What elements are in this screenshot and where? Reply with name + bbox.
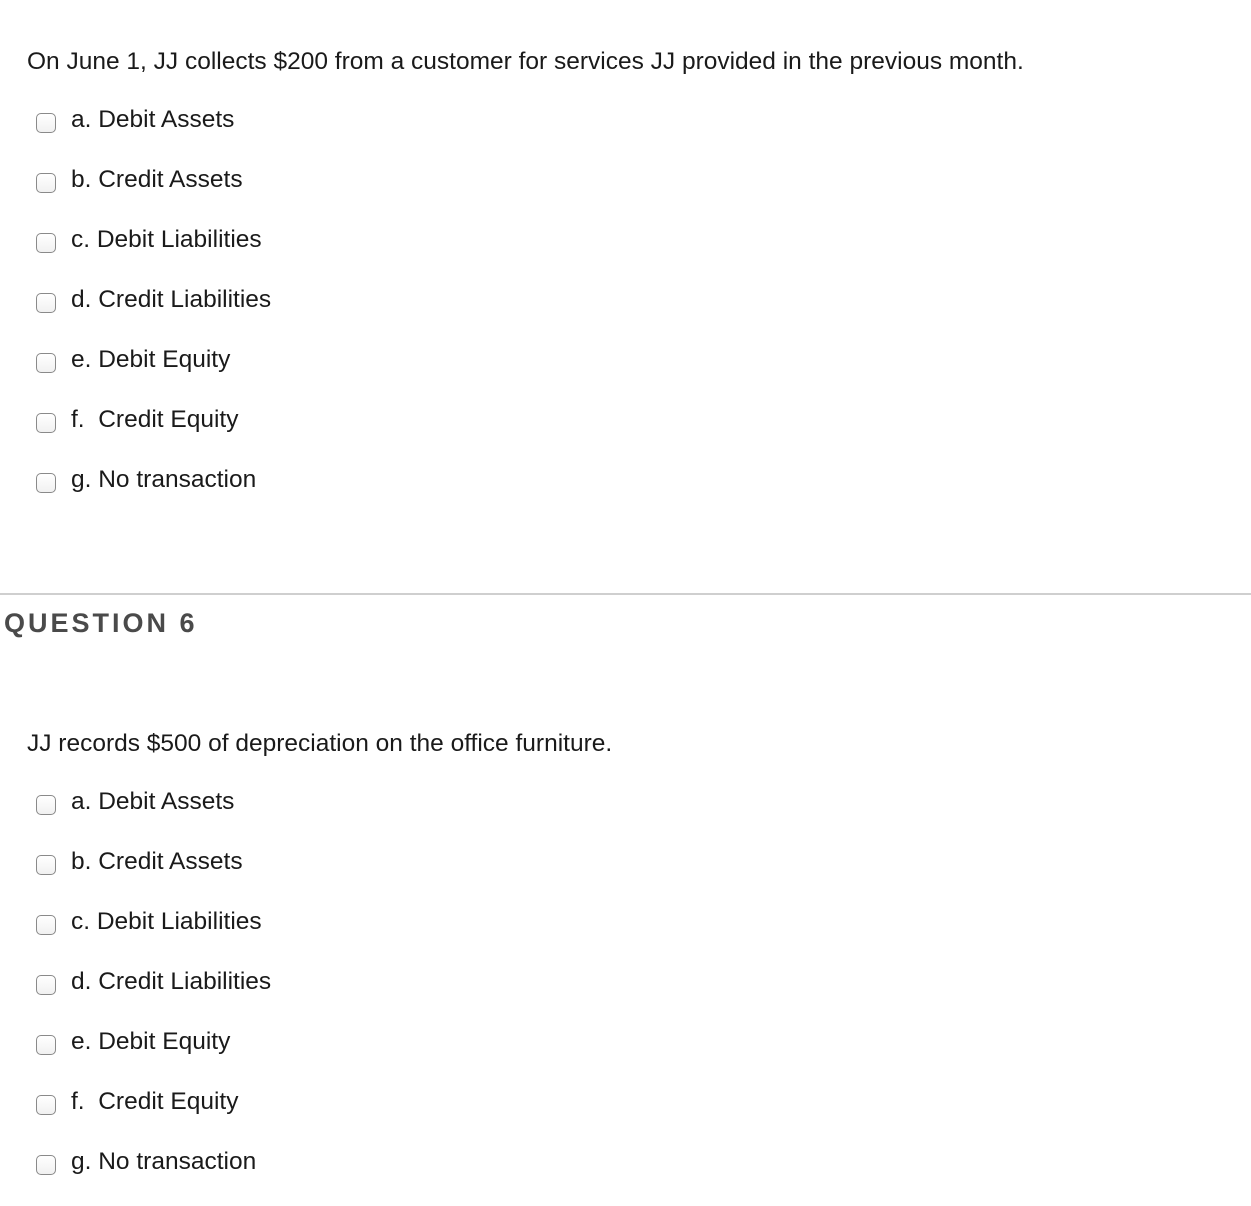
option-label: c. Debit Liabilities xyxy=(71,226,262,253)
checkbox[interactable] xyxy=(36,293,56,313)
section-divider xyxy=(0,593,1251,595)
checkbox[interactable] xyxy=(36,1155,56,1175)
checkbox[interactable] xyxy=(36,233,56,253)
question-6-option-g[interactable] xyxy=(36,1147,256,1177)
question-5-option-b[interactable] xyxy=(36,165,243,195)
question-6-option-d[interactable] xyxy=(36,967,271,997)
checkbox[interactable] xyxy=(36,915,56,935)
option-label: e. Debit Equity xyxy=(71,346,231,373)
question-6-heading: QUESTION 6 xyxy=(4,608,198,638)
option-label: a. Debit Assets xyxy=(71,106,235,133)
option-label: f. Credit Equity xyxy=(71,406,239,433)
question-6-option-c[interactable] xyxy=(36,907,262,937)
checkbox[interactable] xyxy=(36,855,56,875)
option-label: d. Credit Liabilities xyxy=(71,286,272,313)
question-6-option-b[interactable] xyxy=(36,847,243,877)
option-label: g. No transaction xyxy=(71,1148,257,1175)
checkbox[interactable] xyxy=(36,1095,56,1115)
checkbox[interactable] xyxy=(36,353,56,373)
option-label: g. No transaction xyxy=(71,466,257,493)
question-5-option-d[interactable] xyxy=(36,285,271,315)
option-label: f. Credit Equity xyxy=(71,1088,239,1115)
question-6-option-e[interactable] xyxy=(36,1027,230,1057)
option-label: e. Debit Equity xyxy=(71,1028,231,1055)
question-5-option-a[interactable] xyxy=(36,105,234,135)
checkbox[interactable] xyxy=(36,473,56,493)
option-label: d. Credit Liabilities xyxy=(71,968,272,995)
checkbox[interactable] xyxy=(36,795,56,815)
checkbox[interactable] xyxy=(36,113,56,133)
question-6-text: JJ records $500 of depreciation on the office furniture. xyxy=(27,730,613,757)
option-label: a. Debit Assets xyxy=(71,788,235,815)
question-5-text: On June 1, JJ collects $200 from a customer for services JJ provided in the previous month. xyxy=(27,48,1024,75)
question-6-option-f[interactable] xyxy=(36,1087,238,1117)
checkbox[interactable] xyxy=(36,975,56,995)
checkbox[interactable] xyxy=(36,413,56,433)
question-6-option-a[interactable] xyxy=(36,787,234,817)
question-5-option-e[interactable] xyxy=(36,345,230,375)
question-5-option-f[interactable] xyxy=(36,405,238,435)
checkbox[interactable] xyxy=(36,1035,56,1055)
option-label: b. Credit Assets xyxy=(71,848,243,875)
checkbox[interactable] xyxy=(36,173,56,193)
question-5-option-c[interactable] xyxy=(36,225,262,255)
question-5-option-g[interactable] xyxy=(36,465,256,495)
option-label: c. Debit Liabilities xyxy=(71,908,262,935)
option-label: b. Credit Assets xyxy=(71,166,243,193)
